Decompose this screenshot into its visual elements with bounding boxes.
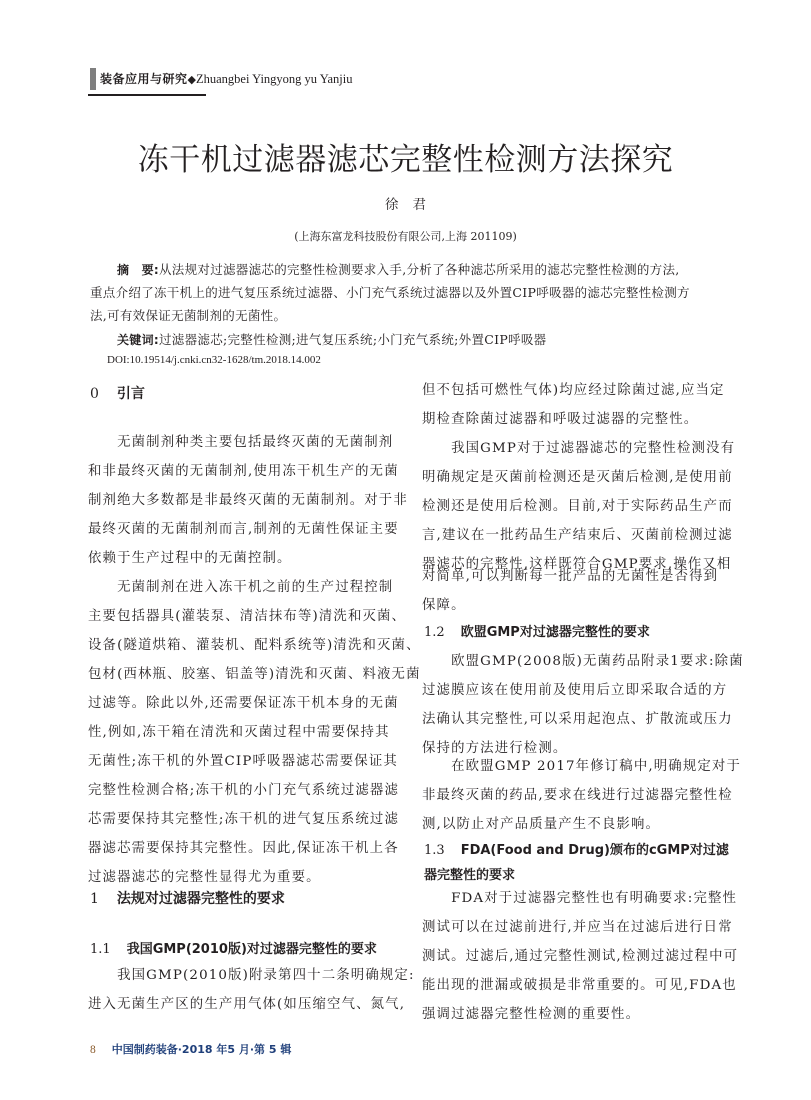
subsection-title: 欧盟GMP对过滤器完整性的要求 (460, 625, 650, 640)
abstract-line (117, 260, 680, 280)
paragraph-line: 无菌制剂种类主要包括最终灭菌的无菌制剂 (88, 435, 394, 450)
header-section-en: Zhuangbei Yingyong yu Yanjiu (195, 72, 353, 86)
subsection-number: 1.1 (90, 942, 111, 957)
paragraph-line: 期检查除菌过滤器和呼吸过滤器的完整性。 (422, 412, 699, 427)
paragraph-line: 器滤芯需要保持其完整性。因此,保证冻干机上各 (88, 841, 399, 856)
doi: DOI:10.19514/j.cnki.cn32-1628/tm.2018.14.002 (107, 354, 321, 366)
paragraph-line: 芯需要保持其完整性;冻干机的进气复压系统过滤 (88, 812, 400, 827)
article-title: 冻干机过滤器滤芯完整性检测方法探究 (137, 142, 674, 178)
section-title: 引言 (116, 386, 145, 402)
affiliation: (上海东富龙科技股份有限公司,上海 201109) (294, 230, 517, 243)
paragraph-line: 和非最终灭菌的无菌制剂,使用冻干机生产的无菌 (88, 464, 399, 479)
paragraph-line: 强调过滤器完整性检测的重要性。 (422, 1007, 641, 1022)
paragraph-line: 过滤等。除此以外,还需要保证冻干机本身的无菌 (88, 696, 399, 711)
paragraph-line: 法确认其完整性,可以采用起泡点、扩散流或压力 (422, 712, 733, 727)
abstract-line: 法,可有效保证无菌制剂的无菌性。 (90, 308, 287, 323)
paragraph-line: 制剂绝大多数都是非最终灭菌的无菌制剂。对于非 (88, 493, 408, 508)
subsection-heading-1-3-cont: 器完整性的要求 (424, 868, 516, 883)
abstract-text: 从法规对过滤器滤芯的完整性检测要求入手,分析了各种滤芯所采用的滤芯完整性检测的方法, (159, 262, 680, 277)
paragraph-line: 保持的方法进行检测。 (422, 741, 568, 756)
paragraph-line: 欧盟GMP(2008版)无菌药品附录1要求:除菌 (422, 654, 744, 669)
paragraph-line: 性,例如,冻干箱在清洗和灭菌过程中需要保持其 (88, 725, 390, 740)
paragraph-line: 进入无菌生产区的生产用气体(如压缩空气、氮气, (88, 997, 406, 1012)
paragraph-line: 最终灭菌的无菌制剂而言,制剂的无菌性保证主要 (88, 522, 399, 537)
paragraph-line: 非最终灭菌的药品,要求在线进行过滤器完整性检 (422, 788, 733, 803)
page-number: 8 (90, 1044, 96, 1056)
paragraph-line: 检测还是使用后检测。目前,对于实际药品生产而 (422, 499, 733, 514)
subsection-number: 1.2 (424, 625, 445, 640)
paragraph-line: 包材(西林瓶、胶塞、铝盖等)清洗和灭菌、料液无菌 (88, 667, 421, 682)
author: 徐君 (385, 197, 440, 213)
subsection-number: 1.3 (424, 843, 445, 858)
section-title: 法规对过滤器完整性的要求 (116, 891, 285, 907)
header-rule (88, 94, 206, 96)
abstract-line: 重点介绍了冻干机上的进气复压系统过滤器、小门充气系统过滤器以及外置CIP呼吸器的滤芯完整性检测方 (90, 285, 690, 300)
paragraph-line: 明确规定是灭菌前检测还是灭菌后检测,是使用前 (422, 470, 733, 485)
paragraph-line: 测试可以在过滤前进行,并应当在过滤后进行日常 (422, 920, 733, 935)
paragraph-line: 设备(隧道烘箱、灌装机、配料系统等)清洗和灭菌、 (88, 638, 421, 653)
keywords-text: 过滤器滤芯;完整性检测;进气复压系统;小门充气系统;外置CIP呼吸器 (159, 332, 547, 347)
journal-info: 中国制药装备·2018 年5 月·第 5 辑 (111, 1043, 292, 1056)
keywords (117, 330, 546, 350)
paragraph-line: 我国GMP对于过滤器滤芯的完整性检测没有 (422, 441, 736, 456)
paragraph-line: 对简单,可以判断每一批产品的无菌性是否得到 (422, 569, 719, 584)
subsection-title: FDA(Food and Drug)颁布的cGMP对过滤 (460, 843, 729, 858)
keywords-label: 关键词: (117, 333, 159, 347)
paragraph-line: 完整性检测合格;冻干机的小门充气系统过滤器滤 (88, 783, 400, 798)
paragraph-line: 保障。 (422, 598, 466, 613)
paragraph-line: 器滤芯的完整性,这样既符合GMP要求,操作又相 (422, 557, 732, 572)
paragraph-line: 能出现的泄漏或破损是非常重要的。可见,FDA也 (422, 978, 737, 993)
section-heading-1 (90, 888, 285, 910)
subsection-heading-1-2 (424, 622, 650, 644)
diamond-icon: ◆ (187, 73, 196, 86)
paragraph-line: 我国GMP(2010版)附录第四十二条明确规定: (88, 968, 415, 983)
subsection-heading-1-1 (90, 939, 377, 961)
subsection-title: 我国GMP(2010版)对过滤器完整性的要求 (126, 942, 377, 957)
page-footer (90, 1041, 291, 1058)
paragraph-line: 依赖于生产过程中的无菌控制。 (88, 551, 292, 566)
paragraph-line: 言,建议在一批药品生产结束后、灭菌前检测过滤 (422, 528, 733, 543)
section-heading-0 (90, 383, 145, 405)
section-number: 0 (90, 386, 99, 402)
subsection-heading-1-3 (424, 840, 729, 862)
header-section-cn: 装备应用与研究 (100, 72, 188, 86)
paragraph-line: 主要包括器具(灌装泵、清洁抹布等)清洗和灭菌、 (88, 609, 407, 624)
paragraph-line: 无菌性;冻干机的外置CIP呼吸器滤芯需要保证其 (88, 754, 398, 769)
paragraph-line: 测试。过滤后,通过完整性测试,检测过滤过程中可 (422, 949, 739, 964)
paragraph-line: 测,以防止对产品质量产生不良影响。 (422, 817, 661, 832)
paragraph-line: 过滤膜应该在使用前及使用后立即采取合适的方 (422, 683, 728, 698)
paragraph-line: 在欧盟GMP 2017年修订稿中,明确规定对于 (422, 759, 742, 774)
paragraph-line: FDA对于过滤器完整性也有明确要求:完整性 (422, 891, 738, 906)
running-header (100, 70, 352, 89)
paragraph-line: 但不包括可燃性气体)均应经过除菌过滤,应当定 (422, 383, 725, 398)
paragraph-line: 过滤器滤芯的完整性显得尤为重要。 (88, 870, 321, 885)
section-number: 1 (90, 891, 99, 907)
abstract-label: 摘 要: (117, 263, 159, 277)
paragraph-line: 无菌制剂在进入冻干机之前的生产过程控制 (88, 580, 394, 595)
header-accent-bar (90, 68, 96, 90)
